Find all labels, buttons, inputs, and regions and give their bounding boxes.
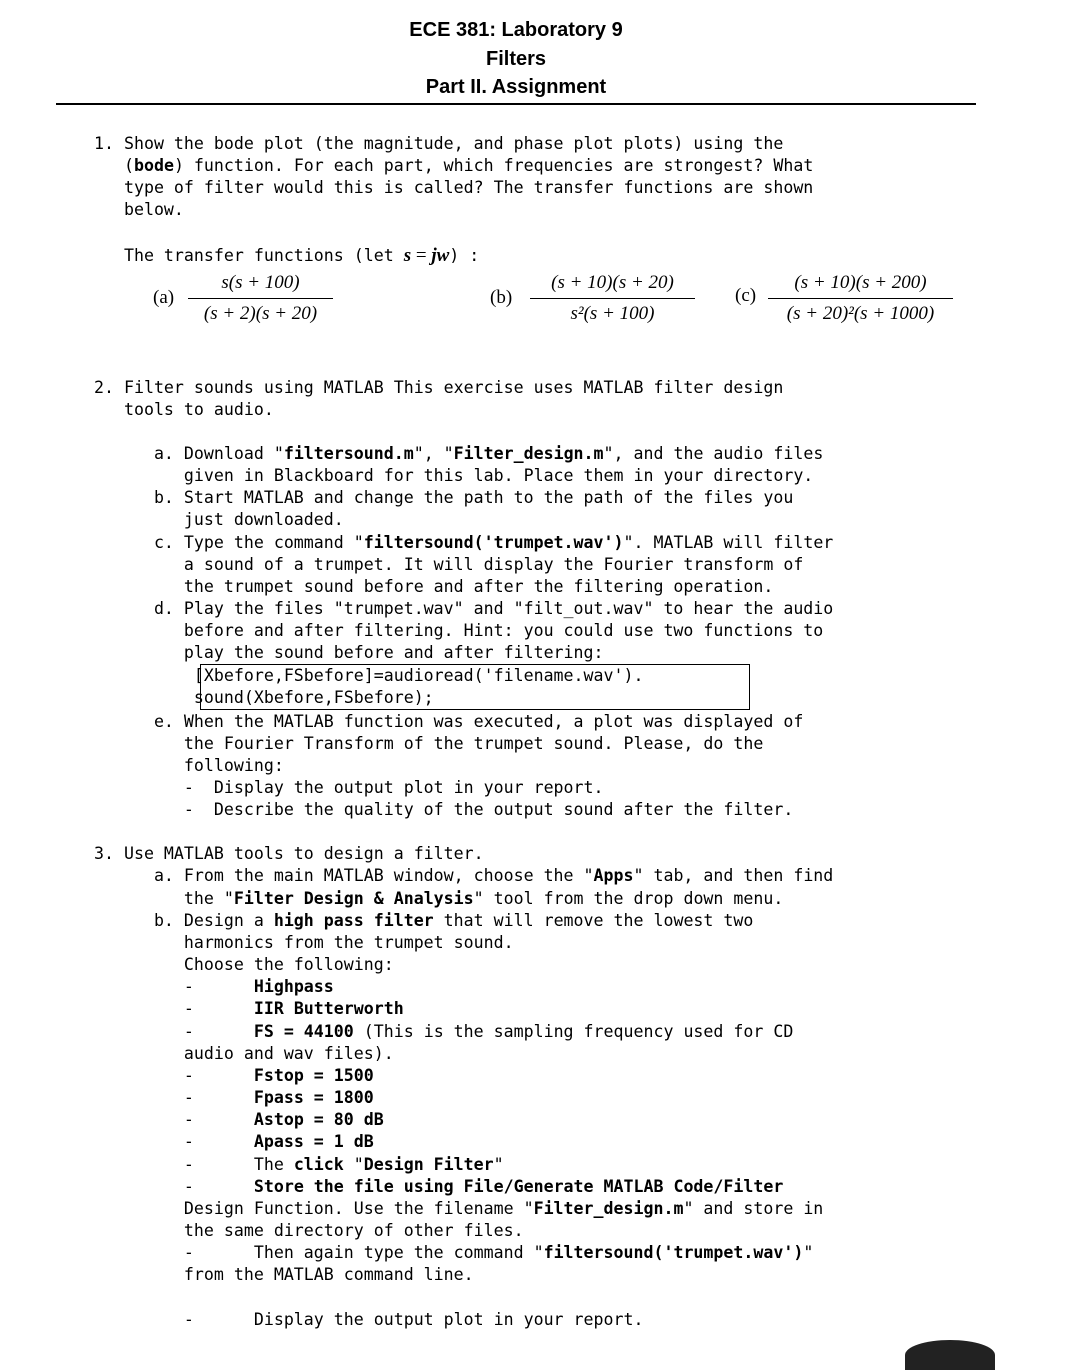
tf-b-fraction [530,271,695,326]
code-line-1: [Xbefore,FSbefore]=audioread('filename.wav'). [94,666,644,685]
q1-line-4: below. [94,200,184,219]
setting-fpass: - Fpass = 1800 [94,1088,374,1107]
q2-a-line-1: a. Download "filtersound.m", "Filter_design.m", and the audio files [94,444,824,463]
setting-fstop: - Fstop = 1500 [94,1066,374,1085]
tf-a-fraction [188,271,333,326]
q1-line-2: (bode) function. For each part, which frequencies are strongest? What [94,156,814,175]
q3-b-line-2: harmonics from the trumpet sound. [94,933,514,952]
step-design-filter: - The click "Design Filter" [94,1155,504,1174]
tf-a-numerator: s(s + 100) [221,272,300,293]
step-store-file-cont-2: the same directory of other files. [94,1221,524,1240]
step-run-again: - Then again type the command "filtersound('trumpet.wav')" [94,1243,814,1262]
q2-e-line-1: e. When the MATLAB function was executed, a plot was displayed of [94,712,804,731]
setting-iir: - IIR Butterworth [94,999,404,1018]
q1-line-1: 1. Show the bode plot (the magnitude, and phase plot plots) using the [94,134,784,153]
q2-c-line-3: the trumpet sound before and after the filtering operation. [94,577,774,596]
q2-d-line-2: before and after filtering. Hint: you could use two functions to [94,621,824,640]
part-heading: Part II. Assignment [425,76,607,98]
tf-b-numerator: (s + 10)(s + 20) [551,272,674,293]
setting-fs-cont: audio and wav files). [94,1044,394,1063]
setting-fs: - FS = 44100 (This is the sampling frequency used for CD [94,1022,794,1041]
tf-b-denominator: s²(s + 100) [570,303,655,324]
q3-line-1: 3. Use MATLAB tools to design a filter. [94,844,484,863]
page-subtitle: Filters [485,48,547,70]
setting-highpass: - Highpass [94,977,334,996]
tf-a-denominator: (s + 2)(s + 20) [203,303,318,324]
header-divider [56,103,976,105]
q3-a-line-1: a. From the main MATLAB window, choose the "Apps" tab, and then find [94,866,834,885]
q3-b-line-1: b. Design a high pass filter that will remove the lowest two [94,911,754,930]
tf-b-label: (b) [490,287,513,308]
q2-b-line-1: b. Start MATLAB and change the path to the path of the files you [94,488,794,507]
q2-c-line-2: a sound of a trumpet. It will display the Fourier transform of [94,555,804,574]
q2-b-line-2: just downloaded. [94,510,344,529]
corner-shadow [905,1340,995,1370]
code-line-2: sound(Xbefore,FSbefore); [94,688,434,707]
tf-c-numerator: (s + 10)(s + 200) [794,272,927,293]
tf-c-denominator: (s + 20)²(s + 1000) [786,303,935,324]
q2-d-line-1: d. Play the files "trumpet.wav" and "filt_out.wav" to hear the audio [94,599,834,618]
q1-line-3: type of filter would this is called? The transfer functions are shown [94,178,814,197]
setting-apass: - Apass = 1 dB [94,1132,374,1151]
q2-e-bullet-1: - Display the output plot in your report. [94,778,604,797]
tf-a-label: (a) [153,287,175,308]
q3-a-line-2: the "Filter Design & Analysis" tool from the drop down menu. [94,889,784,908]
step-display-plot: - Display the output plot in your report. [94,1310,644,1329]
step-run-again-cont: from the MATLAB command line. [94,1265,474,1284]
q2-e-line-2: the Fourier Transform of the trumpet sound. Please, do the [94,734,764,753]
q2-e-bullet-2: - Describe the quality of the output sound after the filter. [94,800,794,819]
setting-astop: - Astop = 80 dB [94,1110,384,1129]
tf-intro: The transfer functions (let s = jw) : [94,245,480,266]
tf-c-label: (c) [735,285,757,306]
q2-d-line-3: play the sound before and after filtering: [94,643,604,662]
q3-b-line-3: Choose the following: [94,955,394,974]
page-title: ECE 381: Laboratory 9 [409,19,623,41]
q2-line-2: tools to audio. [94,400,274,419]
q2-a-line-2: given in Blackboard for this lab. Place them in your directory. [94,466,814,485]
q2-line-1: 2. Filter sounds using MATLAB This exercise uses MATLAB filter design [94,378,784,397]
q2-e-line-3: following: [94,756,284,775]
step-store-file: - Store the file using File/Generate MATLAB Code/Filter [94,1177,784,1196]
step-store-file-cont-1: Design Function. Use the filename "Filter_design.m" and store in [94,1199,824,1218]
tf-c-fraction [768,271,953,326]
q2-c-line-1: c. Type the command "filtersound('trumpet.wav')". MATLAB will filter [94,533,834,552]
